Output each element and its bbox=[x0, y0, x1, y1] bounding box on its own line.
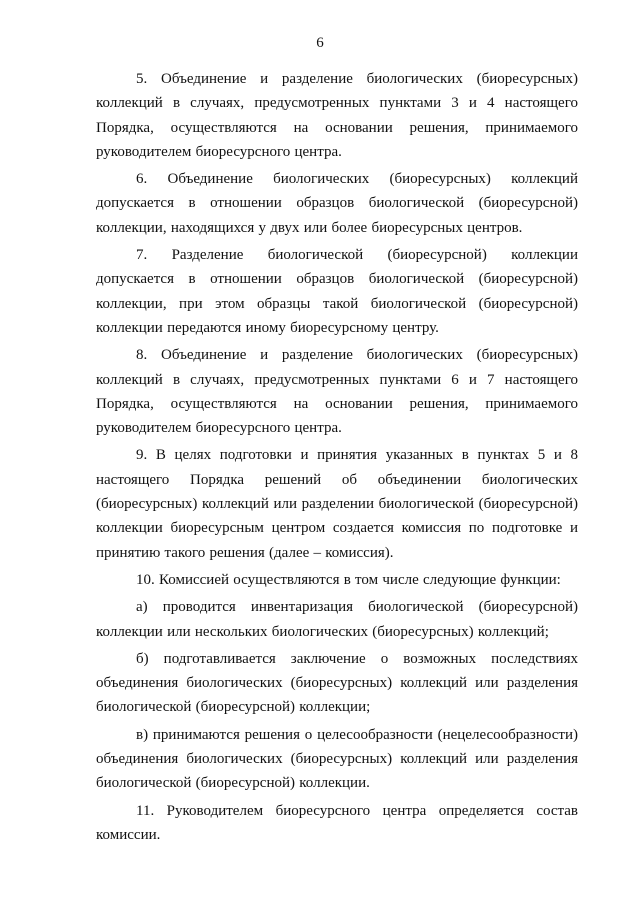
page-number: 6 bbox=[316, 35, 324, 51]
paragraph-10-a: а) проводится инвентаризация биологической (биоресурсной) коллекции или нескольких биологических (биоресурсных) коллекций; bbox=[96, 599, 578, 640]
paragraph-7: 7. Разделение биологической (биоресурсной) коллекции допускается в отношении образцов биологической (биоресурсной) коллекции, при этом образцы такой биологической (биоресурсной) коллекции передаются иному биоресурсному центру. bbox=[96, 247, 578, 336]
paragraph-10-b: б) подготавливается заключение о возможных последствиях объединения биологических (биоресурсных) коллекций или разделения биологической (биоресурсной) коллекции; bbox=[96, 650, 578, 716]
paragraph-9: 9. В целях подготовки и принятия указанных в пунктах 5 и 8 настоящего Порядка решений об объединении биологических (биоресурсных) коллекций или разделении биологической (биоресурсной) коллекции биоресурсным центром создается комиссия по подготовке и принятию такого решения (далее – комиссия). bbox=[96, 447, 578, 561]
paragraph-10-c: в) принимаются решения о целесообразности (нецелесообразности) объединения биологических (биоресурсных) коллекций или разделения биологической (биоресурсной) коллекции. bbox=[96, 726, 578, 792]
paragraph-8: 8. Объединение и разделение биологических (биоресурсных) коллекций в случаях, предусмотренных пунктами 6 и 7 настоящего Порядка, осуществляются на основании решения, принимаемого руководителем биоресурсного центра. bbox=[96, 347, 578, 437]
paragraph-10: 10. Комиссией осуществляются в том числе следующие функции: bbox=[136, 571, 561, 588]
paragraph-6: 6. Объединение биологических (биоресурсных) коллекций допускается в отношении образцов биологической (биоресурсной) коллекции, находящихся у двух или более биоресурсных центров. bbox=[96, 171, 578, 236]
document-body bbox=[96, 67, 578, 850]
paragraph-5: 5. Объединение и разделение биологических (биоресурсных) коллекций в случаях, предусмотренных пунктами 3 и 4 настоящего Порядка, осуществляются на основании решения, принимаемого руководителем биоресурсного центра. bbox=[96, 71, 578, 160]
paragraph-11: 11. Руководителем биоресурсного центра определяется состав комиссии. bbox=[96, 802, 578, 843]
